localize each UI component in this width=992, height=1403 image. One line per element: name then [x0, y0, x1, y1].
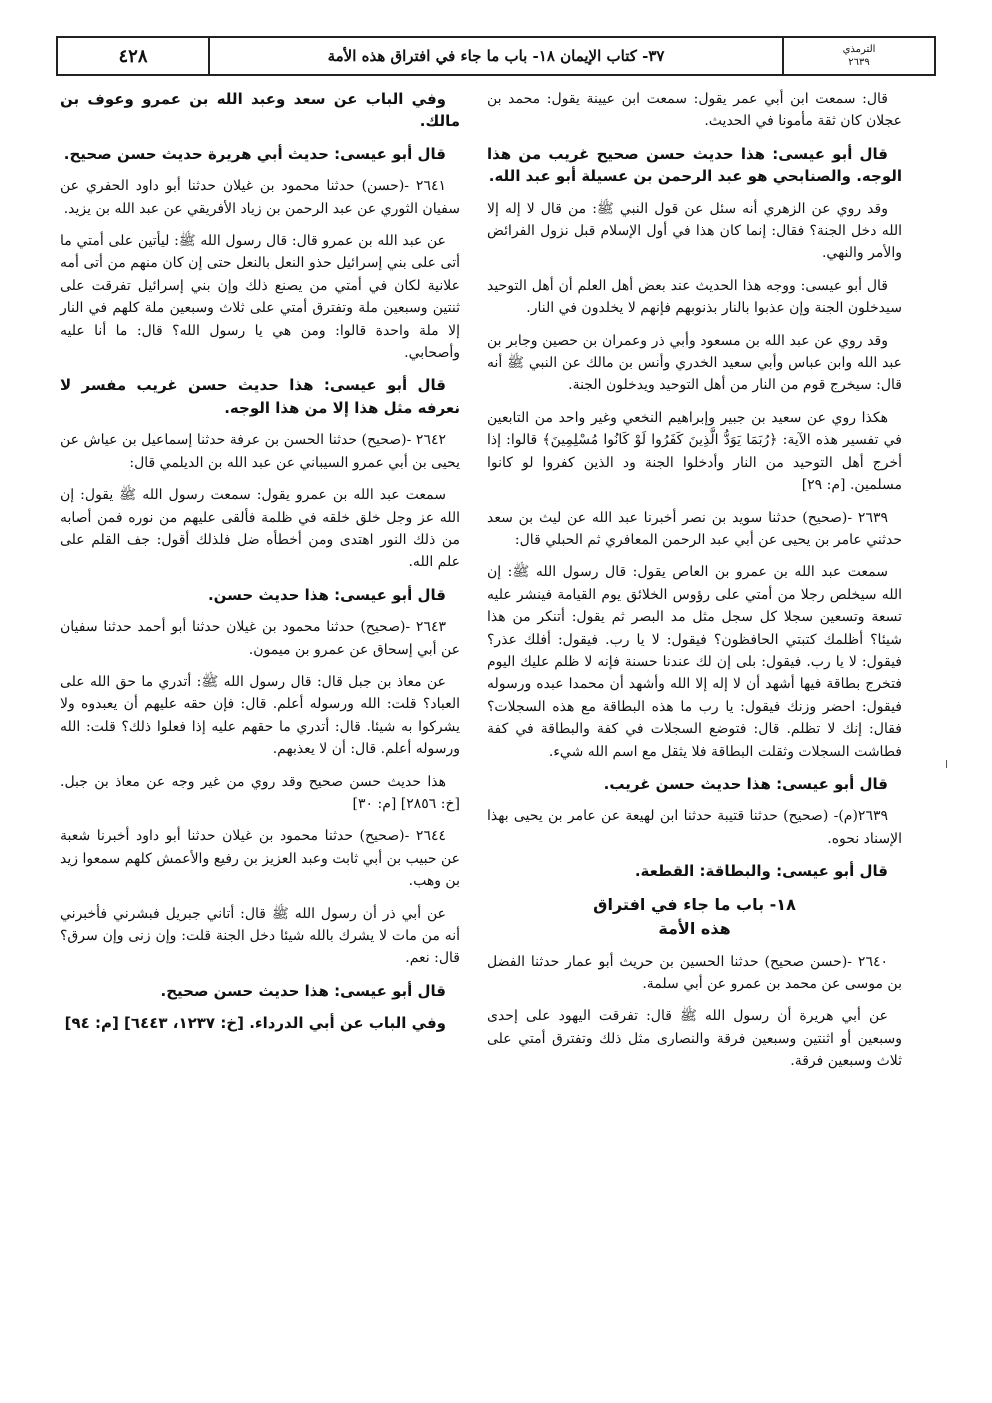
paragraph: قال أبو عيسى: هذا حديث حسن غريب مفسر لا نعرفه مثل هذا إلا من هذا الوجه. [60, 376, 460, 417]
paragraph: هكذا روي عن سعيد بن جبير وإبراهيم النخعي وغير واحد من التابعين في تفسير هذه الآية: ﴿رُبَمَا يَوَدُّ الَّذِينَ كَفَرُوا لَوْ كَانُوا مُسْلِمِينَ﴾ قالوا: إذا أخرج أهل التوحيد من النار وأدخلوا الجنة ود الذين كفروا لو كانوا مسلمين. [م: ٢٩] [487, 409, 902, 494]
chapter-heading-line: هذه الأمة [658, 918, 731, 938]
hadith-text: عن عبد الله بن عمرو قال: قال رسول الله ﷺ: ليأتين على أمتي ما أتى على بني إسرائيل حذو النعل بالنعل حتى إن كان منهم من أتى أمه علانية لكان في أمتي من يصنع ذلك وإن بني إسرائيل تفرقت على ثنتين وسبعين ملة وتفترق أمتي على ثلاث وسبعين ملة كلهم في النار إلا ملة واحدة قالوا: ومن هي يا رسول الله؟ قال: ما أنا عليه وأصحابي. [60, 233, 460, 362]
hadith-text: سمعت عبد الله بن عمرو يقول: سمعت رسول الله ﷺ يقول: إن الله عز وجل خلق خلقه في ظلمة فألقى عليهم من نوره فمن أصابه من ذلك النور اهتدى ومن أخطأه ضل فلذلك أقول: جف القلم على علم الله. [60, 487, 460, 571]
page-number: ٤٢٨ [118, 45, 148, 67]
paragraph: قال أبو عيسى: حديث أبي هريرة حديث حسن صحيح. [63, 144, 446, 163]
gutter-mark [946, 760, 947, 768]
hadith-text: عن معاذ بن جبل قال: قال رسول الله ﷺ: أتدري ما حق الله على العباد؟ قلت: الله ورسوله أعلم. قال: فإن حقه عليهم أن يعبدوه ولا يشركوا به شيئا. قال: أتدري ما حقهم عليه إذا فعلوا ذلك؟ قلت: الله ورسوله أعلم. قال: أن لا يعذبهم. [60, 673, 460, 758]
hadith-chain: ٢٦٤٤ -(صحيح) حدثنا محمود بن غيلان حدثنا أبو داود أخبرنا شعبة عن حبيب بن أبي ثابت وعبد العزيز بن رفيع والأعمش كلهم سمعوا زيد بن وهب. [60, 828, 460, 890]
page-header [56, 36, 936, 76]
hadith-text: عن أبي هريرة أن رسول الله ﷺ قال: تفرقت اليهود على إحدى وسبعين أو اثنتين وسبعين فرقة والنصارى مثل ذلك وتفترق أمتي على ثلاث وسبعين فرقة. [487, 1008, 902, 1070]
paragraph: وقد روي عن الزهري أنه سئل عن قول النبي ﷺ: من قال لا إله إلا الله دخل الجنة؟ فقال: إنما كان هذا في أول الإسلام قبل نزول الفرائض والأمر والنهي. [487, 200, 902, 262]
paragraph: قال أبو عيسى: هذا حديث حسن. [207, 585, 446, 604]
hadith-text: سمعت عبد الله بن عمرو بن العاص يقول: قال رسول الله ﷺ: إن الله سيخلص رجلا من أمتي على رؤوس الخلائق يوم القيامة فينشر عليه تسعة وتسعين سجلا كل سجل مثل مد البصر ثم يقول: أتنكر من هذا شيئا؟ أظلمك كتبتي الحافظون؟ فيقول: لا يا رب. فيقول: أفلك عذر؟ فيقول: لا يا رب. فيقول: بلى إن لك عندنا حسنة فإنه لا ظلم عليك اليوم فتخرج بطاقة فيها أشهد أن لا إله إلا الله وأشهد أن محمدا عبده ورسوله فيقول: احضر وزنك فيقول: يا رب ما هذه البطاقة مع هذه السجلات؟ فقال: إنك لا تظلم. قال: فتوضع السجلات في كفة والبطاقة في كفة فطاشت السجلات وثقلت البطاقة فلا يثقل مع اسم الله شيء. [487, 564, 903, 760]
paragraph: قال أبو عيسى: ووجه هذا الحديث عند بعض أهل العلم أن أهل التوحيد سيدخلون الجنة وإن عذبوا بالنار بذنوبهم فإنهم لا يخلدون في النار. [487, 277, 902, 317]
header-ref-bottom: ٢٦٣٩ [848, 57, 870, 68]
paragraph: وفي الباب عن سعد وعبد الله بن عمرو وعوف بن مالك. [60, 90, 460, 131]
paragraph: قال: سمعت ابن أبي عمر يقول: سمعت ابن عيينة يقول: محمد بن عجلان كان ثقة مأمونا في الحديث. [487, 91, 902, 130]
hadith-text: عن أبي ذر أن رسول الله ﷺ قال: أتاني جبريل فبشرني فأخبرني أنه من مات لا يشرك بالله شيئا دخل الجنة قلت: وإن زنى وإن سرق؟ قال: نعم. [60, 905, 460, 967]
hadith-chain: ٢٦٤٢ -(صحيح) حدثنا الحسن بن عرفة حدثنا إسماعيل بن عياش عن يحيى بن أبي عمرو السيباني عن عبد الله بن الديلمي قال: [60, 432, 460, 471]
header-reference [782, 38, 934, 74]
chapter-heading-line: ١٨- باب ما جاء في افتراق [593, 894, 796, 914]
right-column [487, 88, 902, 1083]
chapter-heading [487, 893, 902, 941]
paragraph: وقد روي عن عبد الله بن مسعود وأبي ذر وعمران بن حصين وجابر بن عبد الله وابن عباس وأبي سعيد الخدري وأنس بن مالك عن النبي ﷺ أنه قال: سيخرج قوم من النار من أهل التوحيد ويدخلون الجنة. [487, 332, 902, 394]
hadith-chain: ٢٦٤٠ -(حسن صحيح) حدثنا الحسين بن حريث أبو عمار حدثنا الفضل بن موسى عن محمد بن عمرو عن أبي سلمة. [487, 953, 902, 992]
paragraph: قال أبو عيسى: هذا حديث حسن غريب. [603, 774, 888, 793]
header-title: ٣٧- كتاب الإيمان ١٨- باب ما جاء في افتراق هذه الأمة [208, 38, 782, 74]
left-column [60, 88, 460, 1045]
hadith-chain: ٢٦٤٣ -(صحيح) حدثنا محمود بن غيلان حدثنا أبو أحمد حدثنا سفيان عن أبي إسحاق عن عمرو بن ميمون. [60, 619, 460, 658]
paragraph: وفي الباب عن أبي الدرداء. [خ: ١٢٣٧، ٦٤٤٣] [م: ٩٤] [64, 1014, 446, 1033]
paragraph: قال أبو عيسى: هذا حديث حسن صحيح. [160, 981, 446, 1000]
paragraph: قال أبو عيسى: والبطاقة: القطعة. [634, 862, 888, 881]
header-ref-top: الترمذي [842, 44, 876, 55]
paragraph: ٢٦٣٩(م)- (صحيح) حدثنا قتيبة حدثنا ابن لهيعة عن عامر بن يحيى بهذا الإسناد نحوه. [487, 808, 902, 847]
hadith-chain: ٢٦٤١ -(حسن) حدثنا محمود بن غيلان حدثنا أبو داود الحفري عن سفيان الثوري عن عبد الرحمن بن زياد الأفريقي عن عبد الله بن يزيد. [60, 178, 460, 217]
hadith-chain: ٢٦٣٩ -(صحيح) حدثنا سويد بن نصر أخبرنا عبد الله عن ليث بن سعد حدثني عامر بن يحيى عن أبي عبد الرحمن المعافري ثم الحبلي قال: [487, 509, 902, 548]
paragraph: هذا حديث حسن صحيح وقد روي من غير وجه عن معاذ بن جبل. [خ: ٢٨٥٦] [م: ٣٠] [60, 773, 460, 812]
paragraph: قال أبو عيسى: هذا حديث حسن صحيح غريب من هذا الوجه. والصنابحي هو عبد الرحمن بن عسيلة أبو عبد الله. [487, 144, 902, 186]
